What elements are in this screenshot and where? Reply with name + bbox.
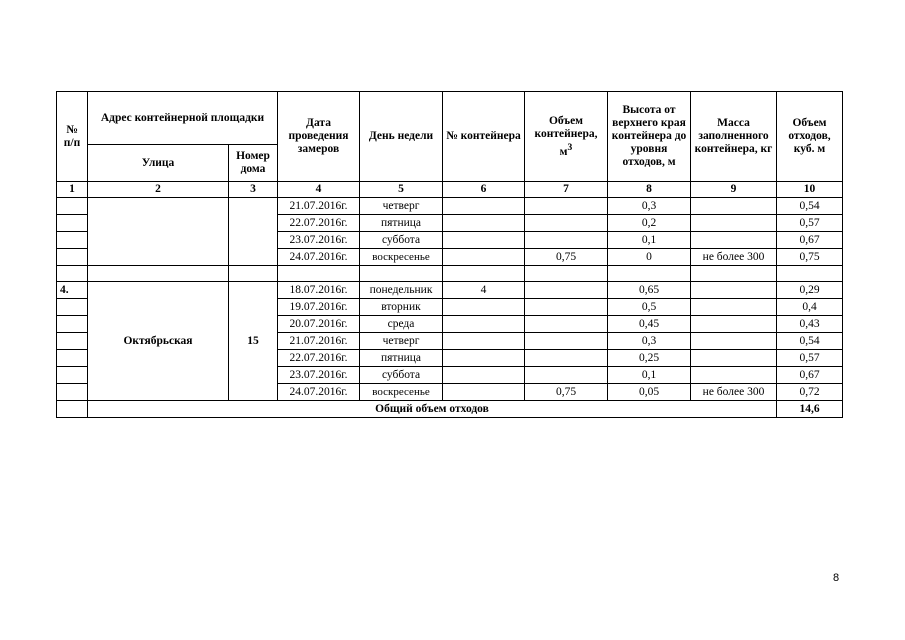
waste-volume-cell: 0,54 [777, 333, 843, 350]
mass-cell [691, 367, 777, 384]
volume-cell [525, 282, 608, 299]
waste-volume-cell: 0,4 [777, 299, 843, 316]
column-number: 9 [691, 182, 777, 198]
waste-volume-cell: 0,43 [777, 316, 843, 333]
day-cell: суббота [360, 367, 443, 384]
row-number-cell [57, 401, 88, 418]
volume-cell [525, 350, 608, 367]
volume-cell [525, 215, 608, 232]
waste-volume-cell: 0,67 [777, 367, 843, 384]
date-cell: 24.07.2016г. [278, 384, 360, 401]
header-container-number: № контейнера [443, 92, 525, 182]
volume-cell [525, 198, 608, 215]
container-number-cell [443, 232, 525, 249]
header-address: Адрес контейнерной площадки [88, 92, 278, 145]
street-cell [88, 198, 229, 266]
header-row-number: № п/п [57, 92, 88, 182]
height-cell: 0,65 [608, 282, 691, 299]
volume-cell [525, 333, 608, 350]
container-number-cell [443, 198, 525, 215]
house-cell: 15 [229, 282, 278, 401]
date-cell: 23.07.2016г. [278, 367, 360, 384]
container-number-cell [443, 316, 525, 333]
empty-cell [57, 266, 88, 282]
table-row [57, 282, 843, 299]
container-number-cell [443, 367, 525, 384]
row-number-cell [57, 350, 88, 367]
header-date: Дата проведения замеров [278, 92, 360, 182]
day-cell: вторник [360, 299, 443, 316]
row-number-cell: 4. [57, 282, 88, 299]
waste-volume-cell: 0,54 [777, 198, 843, 215]
height-cell: 0,5 [608, 299, 691, 316]
empty-cell [777, 266, 843, 282]
day-cell: понедельник [360, 282, 443, 299]
header-container-volume [525, 92, 608, 182]
empty-row [57, 266, 843, 282]
container-number-cell [443, 299, 525, 316]
mass-cell [691, 350, 777, 367]
waste-measurement-table [56, 91, 843, 418]
height-cell: 0 [608, 249, 691, 266]
street-cell: Октябрьская [88, 282, 229, 401]
total-value: 14,6 [777, 401, 843, 418]
date-cell: 21.07.2016г. [278, 198, 360, 215]
date-cell: 24.07.2016г. [278, 249, 360, 266]
row-number-cell [57, 384, 88, 401]
mass-cell [691, 316, 777, 333]
table-row [57, 198, 843, 215]
waste-volume-cell: 0,75 [777, 249, 843, 266]
column-number: 3 [229, 182, 278, 198]
column-number: 2 [88, 182, 229, 198]
day-cell: воскресенье [360, 249, 443, 266]
volume-cell: 0,75 [525, 249, 608, 266]
date-cell: 21.07.2016г. [278, 333, 360, 350]
day-cell: воскресенье [360, 384, 443, 401]
column-number: 1 [57, 182, 88, 198]
container-number-cell [443, 249, 525, 266]
height-cell: 0,3 [608, 333, 691, 350]
height-cell: 0,2 [608, 215, 691, 232]
mass-cell [691, 333, 777, 350]
column-number: 7 [525, 182, 608, 198]
date-cell: 19.07.2016г. [278, 299, 360, 316]
house-cell [229, 198, 278, 266]
container-number-cell [443, 333, 525, 350]
container-number-cell [443, 215, 525, 232]
row-number-cell [57, 215, 88, 232]
mass-cell [691, 282, 777, 299]
empty-cell [360, 266, 443, 282]
date-cell: 22.07.2016г. [278, 215, 360, 232]
waste-volume-cell: 0,67 [777, 232, 843, 249]
day-cell: среда [360, 316, 443, 333]
day-cell: пятница [360, 215, 443, 232]
volume-cell [525, 232, 608, 249]
container-number-cell [443, 384, 525, 401]
empty-cell [229, 266, 278, 282]
column-number: 6 [443, 182, 525, 198]
row-number-cell [57, 198, 88, 215]
empty-cell [525, 266, 608, 282]
row-number-cell [57, 232, 88, 249]
row-number-cell [57, 367, 88, 384]
waste-volume-cell: 0,72 [777, 384, 843, 401]
header-container-volume-text: Объем контейнера, м [534, 114, 598, 158]
date-cell: 18.07.2016г. [278, 282, 360, 299]
mass-cell [691, 299, 777, 316]
volume-cell [525, 367, 608, 384]
total-row [57, 401, 843, 418]
row-number-cell [57, 333, 88, 350]
waste-volume-cell: 0,57 [777, 350, 843, 367]
empty-cell [443, 266, 525, 282]
height-cell: 0,05 [608, 384, 691, 401]
day-cell: четверг [360, 198, 443, 215]
date-cell: 20.07.2016г. [278, 316, 360, 333]
height-cell: 0,25 [608, 350, 691, 367]
height-cell: 0,45 [608, 316, 691, 333]
mass-cell [691, 215, 777, 232]
header-day: День недели [360, 92, 443, 182]
volume-cell: 0,75 [525, 384, 608, 401]
date-cell: 23.07.2016г. [278, 232, 360, 249]
waste-volume-cell: 0,29 [777, 282, 843, 299]
empty-cell [88, 266, 229, 282]
header-street: Улица [88, 145, 229, 182]
day-cell: четверг [360, 333, 443, 350]
header-fill-height: Высота от верхнего края контейнера до уровня отходов, м [608, 92, 691, 182]
container-number-cell [443, 350, 525, 367]
column-number: 4 [278, 182, 360, 198]
mass-cell [691, 232, 777, 249]
day-cell: пятница [360, 350, 443, 367]
date-cell: 22.07.2016г. [278, 350, 360, 367]
empty-cell [278, 266, 360, 282]
column-number: 8 [608, 182, 691, 198]
column-number: 10 [777, 182, 843, 198]
waste-volume-cell: 0,57 [777, 215, 843, 232]
column-number-row [57, 182, 843, 198]
mass-cell: не более 300 [691, 249, 777, 266]
row-number-cell [57, 249, 88, 266]
height-cell: 0,1 [608, 232, 691, 249]
empty-cell [691, 266, 777, 282]
container-number-cell: 4 [443, 282, 525, 299]
header-house: Номер дома [229, 145, 278, 182]
height-cell: 0,3 [608, 198, 691, 215]
volume-cell [525, 316, 608, 333]
empty-cell [608, 266, 691, 282]
volume-cell [525, 299, 608, 316]
header-row-1 [57, 92, 843, 145]
mass-cell [691, 198, 777, 215]
height-cell: 0,1 [608, 367, 691, 384]
row-number-cell [57, 316, 88, 333]
header-container-volume-sup: 3 [567, 141, 573, 153]
column-number: 5 [360, 182, 443, 198]
header-waste-volume: Объем отходов, куб. м [777, 92, 843, 182]
page-number: 8 [833, 572, 840, 584]
day-cell: суббота [360, 232, 443, 249]
total-label: Общий объем отходов [88, 401, 777, 418]
header-container-mass: Масса заполненного контейнера, кг [691, 92, 777, 182]
mass-cell: не более 300 [691, 384, 777, 401]
row-number-cell [57, 299, 88, 316]
